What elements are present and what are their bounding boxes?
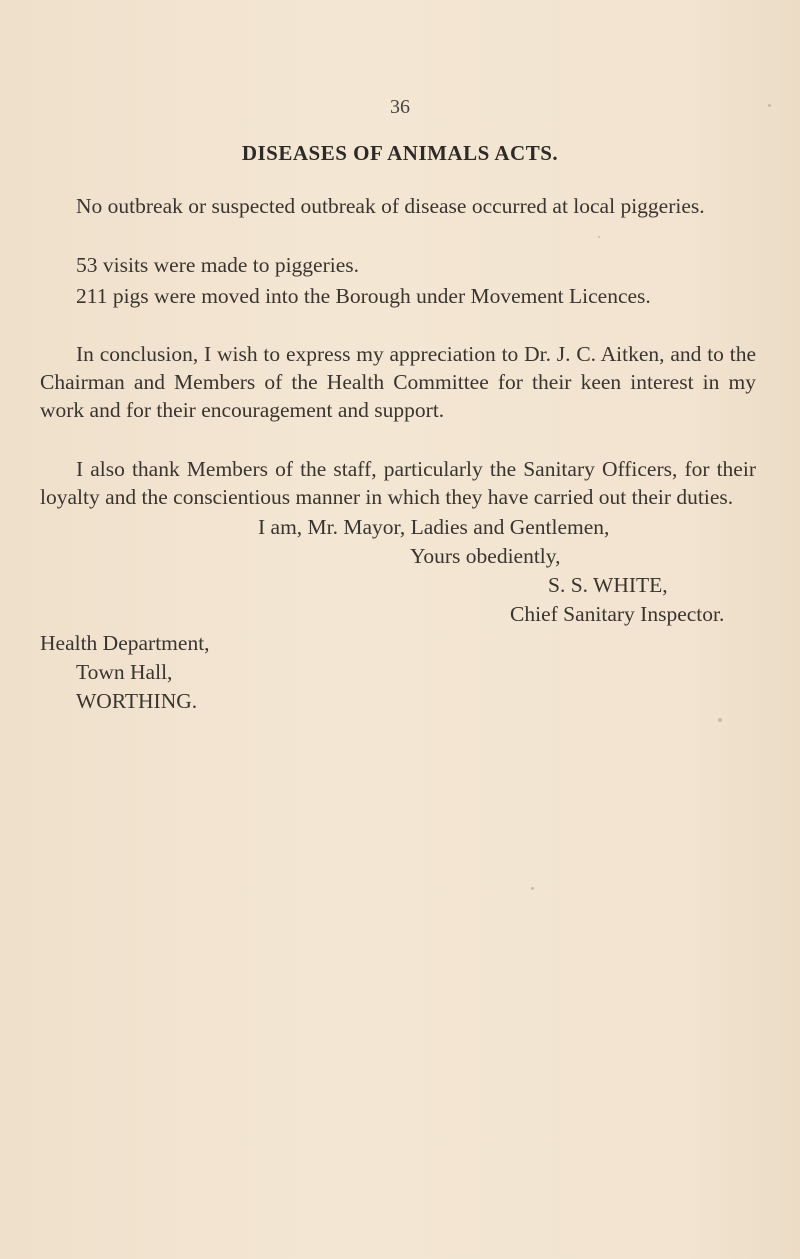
paragraph-visits — [40, 251, 756, 279]
paragraph-conclusion-text: In conclusion, I wish to express my appreciation to Dr. J. C. Aitken, and to the Chairman and Members of the Health Committee for their keen interest in my work and for their encouragement and support. — [40, 342, 756, 422]
paper-speck — [718, 718, 722, 722]
paper-speck — [768, 104, 771, 107]
paragraph-visits-text: 53 visits were made to piggeries. — [76, 253, 360, 277]
address-line-town-hall: Town Hall, — [76, 660, 173, 684]
paragraph-thanks — [40, 455, 756, 511]
paragraph-thanks-text: I also thank Members of the staff, particularly the Sanitary Officers, for their loyalty and the conscientious manner in which they have carried out their duties. — [40, 457, 756, 509]
page-number: 36 — [390, 96, 410, 118]
address-line-town: WORTHING. — [76, 689, 198, 713]
paragraph-pigs-moved-text: 211 pigs were moved into the Borough under Movement Licences. — [76, 284, 651, 308]
paragraph-outbreak-text: No outbreak or suspected outbreak of disease occurred at local piggeries. — [76, 194, 705, 218]
paragraph-pigs-moved — [40, 282, 756, 310]
paragraph-outbreak — [40, 192, 756, 220]
signatory-title: Chief Sanitary Inspector. — [510, 602, 725, 626]
paragraph-conclusion — [40, 340, 756, 424]
section-heading: DISEASES OF ANIMALS ACTS. — [241, 141, 559, 165]
closing-salutation: I am, Mr. Mayor, Ladies and Gentlemen, — [258, 515, 610, 539]
paper-speck — [531, 887, 534, 890]
paper-speck — [598, 236, 600, 238]
address-line-department: Health Department, — [40, 631, 210, 655]
closing-valediction: Yours obediently, — [410, 544, 561, 568]
signatory-name: S. S. WHITE, — [548, 573, 668, 597]
